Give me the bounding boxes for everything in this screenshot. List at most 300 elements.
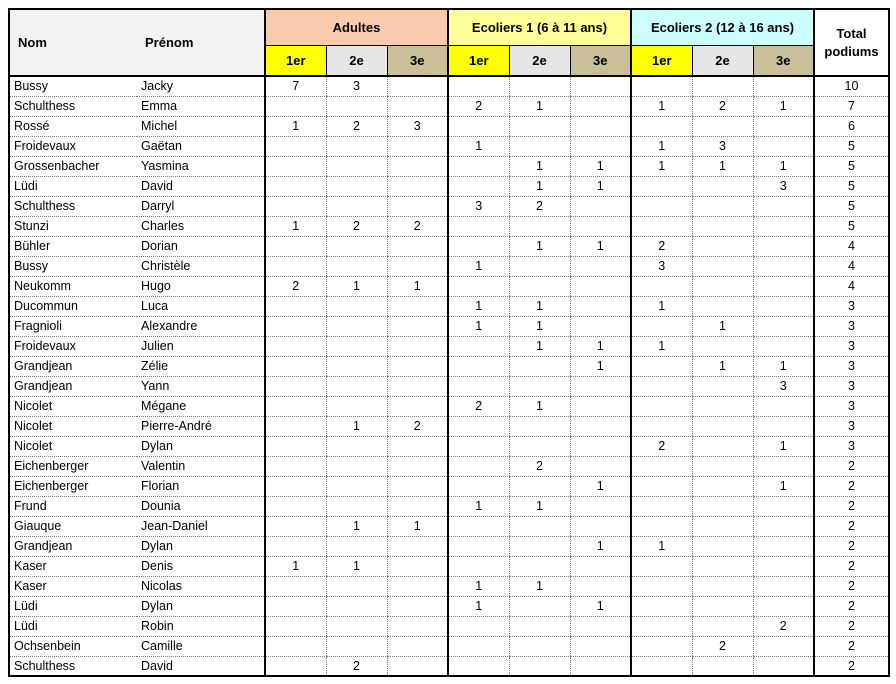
cell-total: 2 <box>814 516 889 536</box>
cell-ecoliers-2-third <box>753 456 814 476</box>
cell-nom: Nicolet <box>9 396 137 416</box>
cell-ecoliers-1-first <box>448 376 509 396</box>
cell-ecoliers-2-second <box>692 276 753 296</box>
cell-adultes-first <box>265 316 326 336</box>
cell-ecoliers-2-third <box>753 276 814 296</box>
cell-ecoliers-1-first <box>448 116 509 136</box>
cell-ecoliers-1-second <box>509 76 570 96</box>
cell-ecoliers-1-second <box>509 416 570 436</box>
cell-adultes-first <box>265 96 326 116</box>
cell-adultes-third <box>387 396 448 416</box>
cell-total: 5 <box>814 196 889 216</box>
cell-ecoliers-1-third <box>570 376 631 396</box>
cell-ecoliers-2-first: 1 <box>631 136 692 156</box>
cell-ecoliers-2-first <box>631 196 692 216</box>
cell-adultes-first <box>265 476 326 496</box>
cell-prenom: Dounia <box>137 496 265 516</box>
cell-ecoliers-2-third: 1 <box>753 156 814 176</box>
cell-ecoliers-2-second <box>692 496 753 516</box>
cell-ecoliers-2-second: 1 <box>692 316 753 336</box>
cell-ecoliers-2-first: 1 <box>631 296 692 316</box>
table-row <box>9 376 889 396</box>
cell-prenom: Jacky <box>137 76 265 96</box>
cell-ecoliers-2-first <box>631 316 692 336</box>
cell-adultes-first: 1 <box>265 216 326 236</box>
cell-total: 7 <box>814 96 889 116</box>
cell-nom: Grandjean <box>9 376 137 396</box>
cell-adultes-third <box>387 656 448 676</box>
cell-ecoliers-1-third: 1 <box>570 176 631 196</box>
cell-ecoliers-2-third: 3 <box>753 376 814 396</box>
cell-prenom: Camille <box>137 636 265 656</box>
cell-ecoliers-1-second: 1 <box>509 576 570 596</box>
cell-prenom: Darryl <box>137 196 265 216</box>
cell-adultes-first <box>265 536 326 556</box>
cell-ecoliers-1-second <box>509 536 570 556</box>
cell-nom: Fragnioli <box>9 316 137 336</box>
cell-adultes-third <box>387 536 448 556</box>
cell-ecoliers-2-third <box>753 596 814 616</box>
cell-total: 4 <box>814 256 889 276</box>
cell-adultes-third <box>387 156 448 176</box>
cell-prenom: Pierre-André <box>137 416 265 436</box>
cell-adultes-third <box>387 176 448 196</box>
header-total-line1: Total <box>836 25 867 41</box>
cell-adultes-first <box>265 156 326 176</box>
cell-adultes-second <box>326 596 387 616</box>
cell-ecoliers-2-second: 1 <box>692 356 753 376</box>
table-row <box>9 196 889 216</box>
cell-ecoliers-1-third <box>570 296 631 316</box>
cell-adultes-second <box>326 196 387 216</box>
cell-ecoliers-1-first <box>448 156 509 176</box>
table-row <box>9 296 889 316</box>
cell-nom: Rossé <box>9 116 137 136</box>
cell-ecoliers-2-third <box>753 556 814 576</box>
cell-ecoliers-2-first <box>631 176 692 196</box>
cell-ecoliers-1-second: 2 <box>509 196 570 216</box>
cell-prenom: Jean-Daniel <box>137 516 265 536</box>
table-row <box>9 476 889 496</box>
cell-adultes-second <box>326 396 387 416</box>
cell-adultes-first <box>265 496 326 516</box>
cell-ecoliers-1-first <box>448 556 509 576</box>
cell-nom: Nicolet <box>9 416 137 436</box>
cell-ecoliers-1-third: 1 <box>570 476 631 496</box>
cell-ecoliers-1-first: 1 <box>448 596 509 616</box>
cell-adultes-third <box>387 376 448 396</box>
cell-nom: Grandjean <box>9 536 137 556</box>
cell-ecoliers-2-first: 3 <box>631 256 692 276</box>
header-ecoliers-1-second-place: 2e <box>509 45 570 76</box>
cell-ecoliers-1-second: 1 <box>509 156 570 176</box>
cell-adultes-third <box>387 496 448 516</box>
cell-total: 3 <box>814 396 889 416</box>
table-row <box>9 116 889 136</box>
cell-adultes-first <box>265 256 326 276</box>
cell-prenom: Dylan <box>137 596 265 616</box>
cell-total: 3 <box>814 416 889 436</box>
cell-ecoliers-2-second <box>692 556 753 576</box>
table-row <box>9 136 889 156</box>
cell-ecoliers-2-third <box>753 76 814 96</box>
cell-ecoliers-2-second <box>692 516 753 536</box>
cell-adultes-first <box>265 176 326 196</box>
header-adultes-third-place: 3e <box>387 45 448 76</box>
cell-nom: Grossenbacher <box>9 156 137 176</box>
cell-nom: Ochsenbein <box>9 636 137 656</box>
cell-nom: Schulthess <box>9 196 137 216</box>
cell-ecoliers-1-second <box>509 356 570 376</box>
cell-total: 5 <box>814 216 889 236</box>
cell-prenom: Dylan <box>137 536 265 556</box>
cell-adultes-first: 1 <box>265 116 326 136</box>
cell-adultes-second <box>326 256 387 276</box>
cell-ecoliers-1-first <box>448 276 509 296</box>
cell-ecoliers-1-second <box>509 476 570 496</box>
header-ecoliers-1-third-place: 3e <box>570 45 631 76</box>
cell-adultes-second <box>326 536 387 556</box>
cell-total: 2 <box>814 616 889 636</box>
cell-ecoliers-2-first <box>631 476 692 496</box>
cell-ecoliers-1-third <box>570 196 631 216</box>
cell-nom: Bühler <box>9 236 137 256</box>
cell-nom: Lüdi <box>9 176 137 196</box>
cell-adultes-third <box>387 576 448 596</box>
cell-ecoliers-2-second <box>692 296 753 316</box>
cell-adultes-first <box>265 636 326 656</box>
table-row <box>9 636 889 656</box>
cell-ecoliers-2-first <box>631 76 692 96</box>
header-group-adultes: Adultes <box>265 9 448 45</box>
cell-ecoliers-1-second <box>509 516 570 536</box>
cell-adultes-second: 2 <box>326 116 387 136</box>
cell-adultes-second: 1 <box>326 416 387 436</box>
cell-ecoliers-2-third <box>753 656 814 676</box>
cell-ecoliers-1-third: 1 <box>570 336 631 356</box>
cell-ecoliers-1-third <box>570 616 631 636</box>
cell-ecoliers-1-third <box>570 636 631 656</box>
cell-adultes-second: 1 <box>326 276 387 296</box>
cell-ecoliers-2-first <box>631 656 692 676</box>
cell-adultes-second: 1 <box>326 516 387 536</box>
cell-ecoliers-2-second <box>692 656 753 676</box>
cell-prenom: Christèle <box>137 256 265 276</box>
cell-adultes-third <box>387 256 448 276</box>
cell-ecoliers-2-second: 3 <box>692 136 753 156</box>
cell-total: 2 <box>814 576 889 596</box>
cell-prenom: David <box>137 176 265 196</box>
cell-prenom: Charles <box>137 216 265 236</box>
cell-ecoliers-1-third: 1 <box>570 536 631 556</box>
cell-ecoliers-2-third <box>753 296 814 316</box>
cell-adultes-third <box>387 296 448 316</box>
cell-ecoliers-2-third: 1 <box>753 476 814 496</box>
table-row <box>9 156 889 176</box>
cell-prenom: Denis <box>137 556 265 576</box>
cell-nom: Lüdi <box>9 596 137 616</box>
table-row <box>9 96 889 116</box>
header-total-line2: podiums <box>824 43 879 59</box>
cell-ecoliers-2-second <box>692 536 753 556</box>
table-row <box>9 576 889 596</box>
cell-adultes-third <box>387 596 448 616</box>
cell-ecoliers-2-third <box>753 536 814 556</box>
cell-prenom: Valentin <box>137 456 265 476</box>
cell-prenom: Emma <box>137 96 265 116</box>
table-row <box>9 456 889 476</box>
cell-total: 3 <box>814 296 889 316</box>
header-adultes-first-place: 1er <box>265 45 326 76</box>
cell-ecoliers-2-second <box>692 336 753 356</box>
cell-ecoliers-2-third <box>753 136 814 156</box>
cell-adultes-third <box>387 316 448 336</box>
cell-adultes-first <box>265 196 326 216</box>
cell-ecoliers-1-second <box>509 116 570 136</box>
cell-ecoliers-2-first <box>631 456 692 476</box>
table-row <box>9 656 889 676</box>
header-ecoliers-2-third-place: 3e <box>753 45 814 76</box>
cell-ecoliers-2-first: 1 <box>631 96 692 116</box>
cell-ecoliers-2-first <box>631 496 692 516</box>
cell-ecoliers-1-second: 1 <box>509 236 570 256</box>
cell-ecoliers-2-second <box>692 436 753 456</box>
cell-adultes-second: 2 <box>326 656 387 676</box>
cell-adultes-second <box>326 316 387 336</box>
cell-ecoliers-2-third <box>753 196 814 216</box>
cell-total: 5 <box>814 176 889 196</box>
cell-ecoliers-2-second <box>692 176 753 196</box>
cell-ecoliers-2-second <box>692 76 753 96</box>
cell-nom: Froidevaux <box>9 136 137 156</box>
cell-ecoliers-2-second <box>692 196 753 216</box>
cell-nom: Neukomm <box>9 276 137 296</box>
cell-ecoliers-1-second <box>509 616 570 636</box>
table-row <box>9 496 889 516</box>
table-row <box>9 596 889 616</box>
cell-adultes-first <box>265 416 326 436</box>
cell-prenom: Yann <box>137 376 265 396</box>
cell-ecoliers-2-first: 1 <box>631 536 692 556</box>
cell-ecoliers-2-first: 1 <box>631 156 692 176</box>
cell-ecoliers-1-third <box>570 396 631 416</box>
cell-prenom: Nicolas <box>137 576 265 596</box>
cell-adultes-third <box>387 136 448 156</box>
header-group-ecoliers-1: Ecoliers 1 (6 à 11 ans) <box>448 9 631 45</box>
cell-nom: Lüdi <box>9 616 137 636</box>
cell-ecoliers-1-second: 1 <box>509 396 570 416</box>
cell-ecoliers-2-first: 2 <box>631 236 692 256</box>
cell-ecoliers-2-first <box>631 636 692 656</box>
cell-prenom: David <box>137 656 265 676</box>
cell-prenom: Luca <box>137 296 265 316</box>
cell-adultes-first: 2 <box>265 276 326 296</box>
cell-ecoliers-2-third <box>753 396 814 416</box>
cell-ecoliers-1-first <box>448 476 509 496</box>
cell-ecoliers-1-third <box>570 456 631 476</box>
cell-nom: Stunzi <box>9 216 137 236</box>
cell-adultes-third <box>387 436 448 456</box>
cell-ecoliers-1-second <box>509 136 570 156</box>
cell-ecoliers-1-second: 1 <box>509 336 570 356</box>
cell-adultes-second <box>326 476 387 496</box>
table-row <box>9 276 889 296</box>
cell-ecoliers-2-third <box>753 336 814 356</box>
cell-adultes-second <box>326 456 387 476</box>
cell-ecoliers-1-third <box>570 136 631 156</box>
cell-adultes-second <box>326 636 387 656</box>
cell-adultes-second <box>326 376 387 396</box>
cell-ecoliers-2-third <box>753 576 814 596</box>
cell-ecoliers-2-second: 1 <box>692 156 753 176</box>
cell-ecoliers-1-first <box>448 516 509 536</box>
cell-ecoliers-2-third <box>753 496 814 516</box>
cell-ecoliers-1-first: 3 <box>448 196 509 216</box>
cell-ecoliers-1-first <box>448 76 509 96</box>
cell-prenom: Gaëtan <box>137 136 265 156</box>
header-ecoliers-2-second-place: 2e <box>692 45 753 76</box>
cell-ecoliers-1-second: 1 <box>509 316 570 336</box>
cell-adultes-third <box>387 356 448 376</box>
cell-ecoliers-1-first <box>448 416 509 436</box>
cell-adultes-third: 2 <box>387 416 448 436</box>
cell-prenom: Julien <box>137 336 265 356</box>
cell-total: 3 <box>814 376 889 396</box>
cell-total: 4 <box>814 236 889 256</box>
cell-ecoliers-2-second <box>692 616 753 636</box>
table-row <box>9 416 889 436</box>
cell-adultes-first <box>265 336 326 356</box>
cell-prenom: Florian <box>137 476 265 496</box>
cell-ecoliers-1-first: 1 <box>448 256 509 276</box>
cell-adultes-third <box>387 456 448 476</box>
cell-total: 2 <box>814 496 889 516</box>
cell-ecoliers-2-first <box>631 276 692 296</box>
table-body <box>9 76 889 676</box>
cell-adultes-first <box>265 396 326 416</box>
cell-ecoliers-2-first: 2 <box>631 436 692 456</box>
cell-adultes-third <box>387 336 448 356</box>
cell-total: 2 <box>814 656 889 676</box>
cell-ecoliers-1-third <box>570 276 631 296</box>
cell-ecoliers-1-first: 1 <box>448 576 509 596</box>
cell-ecoliers-2-third <box>753 236 814 256</box>
cell-total: 3 <box>814 316 889 336</box>
cell-ecoliers-1-second <box>509 276 570 296</box>
cell-ecoliers-2-second <box>692 256 753 276</box>
cell-adultes-first <box>265 136 326 156</box>
cell-ecoliers-2-third: 2 <box>753 616 814 636</box>
cell-adultes-first <box>265 516 326 536</box>
table-row <box>9 236 889 256</box>
cell-ecoliers-2-first <box>631 596 692 616</box>
cell-ecoliers-2-first: 1 <box>631 336 692 356</box>
cell-ecoliers-1-first <box>448 616 509 636</box>
cell-ecoliers-2-second <box>692 576 753 596</box>
cell-adultes-first <box>265 296 326 316</box>
cell-ecoliers-2-second <box>692 456 753 476</box>
cell-nom: Frund <box>9 496 137 516</box>
cell-adultes-second <box>326 336 387 356</box>
cell-ecoliers-1-first: 2 <box>448 396 509 416</box>
cell-ecoliers-2-third <box>753 516 814 536</box>
cell-adultes-second <box>326 576 387 596</box>
table-row <box>9 316 889 336</box>
cell-adultes-third <box>387 76 448 96</box>
cell-ecoliers-1-third <box>570 556 631 576</box>
header-nom: Nom <box>9 9 137 76</box>
cell-ecoliers-1-first: 1 <box>448 496 509 516</box>
cell-adultes-third <box>387 196 448 216</box>
cell-ecoliers-1-third <box>570 256 631 276</box>
cell-total: 3 <box>814 436 889 456</box>
cell-ecoliers-2-third <box>753 116 814 136</box>
cell-ecoliers-2-third <box>753 636 814 656</box>
cell-ecoliers-2-third <box>753 316 814 336</box>
cell-ecoliers-1-second: 1 <box>509 96 570 116</box>
cell-ecoliers-2-first <box>631 376 692 396</box>
cell-ecoliers-2-third: 1 <box>753 436 814 456</box>
cell-ecoliers-1-second: 1 <box>509 496 570 516</box>
cell-adultes-second <box>326 96 387 116</box>
cell-ecoliers-1-first <box>448 536 509 556</box>
cell-ecoliers-2-third <box>753 256 814 276</box>
cell-ecoliers-1-second <box>509 596 570 616</box>
cell-ecoliers-2-first <box>631 556 692 576</box>
cell-nom: Grandjean <box>9 356 137 376</box>
cell-ecoliers-1-third <box>570 416 631 436</box>
cell-adultes-first <box>265 616 326 636</box>
cell-total: 3 <box>814 356 889 376</box>
cell-ecoliers-2-second <box>692 216 753 236</box>
cell-ecoliers-1-second: 1 <box>509 176 570 196</box>
cell-ecoliers-1-second <box>509 436 570 456</box>
cell-total: 5 <box>814 156 889 176</box>
cell-prenom: Mégane <box>137 396 265 416</box>
cell-adultes-second: 1 <box>326 556 387 576</box>
table-row <box>9 76 889 96</box>
cell-ecoliers-1-first <box>448 656 509 676</box>
cell-ecoliers-1-third <box>570 516 631 536</box>
cell-ecoliers-1-third <box>570 496 631 516</box>
cell-total: 2 <box>814 536 889 556</box>
cell-ecoliers-1-third <box>570 436 631 456</box>
cell-adultes-second <box>326 176 387 196</box>
cell-adultes-second <box>326 156 387 176</box>
cell-adultes-first <box>265 356 326 376</box>
cell-ecoliers-1-first <box>448 636 509 656</box>
header-ecoliers-1-first-place: 1er <box>448 45 509 76</box>
header-group-ecoliers-2: Ecoliers 2 (12 à 16 ans) <box>631 9 814 45</box>
cell-nom: Bussy <box>9 76 137 96</box>
cell-adultes-second <box>326 616 387 636</box>
cell-nom: Eichenberger <box>9 476 137 496</box>
cell-adultes-third <box>387 616 448 636</box>
table-row <box>9 176 889 196</box>
cell-adultes-third <box>387 96 448 116</box>
header-ecoliers-2-first-place: 1er <box>631 45 692 76</box>
cell-ecoliers-1-first: 1 <box>448 316 509 336</box>
cell-adultes-first <box>265 236 326 256</box>
table-row <box>9 536 889 556</box>
podium-table <box>8 8 890 677</box>
cell-ecoliers-2-third: 1 <box>753 356 814 376</box>
cell-ecoliers-1-second <box>509 256 570 276</box>
podium-table-container <box>8 8 890 677</box>
cell-ecoliers-2-second <box>692 236 753 256</box>
cell-ecoliers-1-third: 1 <box>570 236 631 256</box>
cell-ecoliers-2-second <box>692 416 753 436</box>
